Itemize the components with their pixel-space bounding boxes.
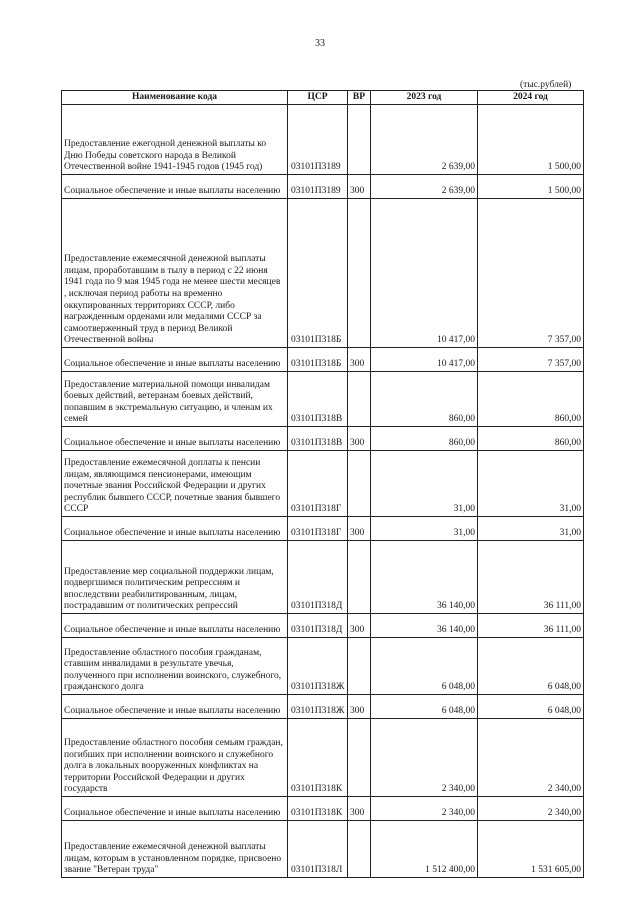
row-name: Предоставление ежегодной денежной выплаты ко Дню Победы советского народа в Великой Отечественной войне 1941-1945 годов (1945 год) [62,105,288,175]
row-csr: 03101П318Б [288,199,348,348]
row-2023: 10 417,00 [371,348,478,372]
row-vr [348,719,371,797]
row-2024: 1 500,00 [478,105,584,175]
row-2023: 36 140,00 [371,614,478,638]
row-name: Предоставление областного пособия семьям граждан, погибших при исполнении воинского и служебного долга в локальных вооруженных конфликтах на территории Российской Федерации и других государств [62,719,288,797]
row-2023: 860,00 [371,372,478,427]
table-row [62,348,584,372]
row-2024: 36 111,00 [478,614,584,638]
header-2024: 2024 год [478,91,584,105]
row-name: Предоставление областного пособия гражданам, ставшим инвалидами в результате увечья, полученного при исполнении воинского, служебного, гражданского долга [62,638,288,695]
row-csr: 03101П318Г [288,517,348,541]
row-csr: 03101П318Д [288,541,348,614]
table-row [62,614,584,638]
header-csr: ЦСР [288,91,348,105]
row-name: Предоставление ежемесячной денежной выплаты лицам, которым в установленном порядке, присвоено звание "Ветеран труда" [62,821,288,878]
table-row [62,451,584,517]
row-vr: 300 [348,175,371,199]
row-2024: 860,00 [478,427,584,451]
row-name: Социальное обеспечение и иные выплаты населению [62,797,288,821]
row-2023: 860,00 [371,427,478,451]
table-row [62,719,584,797]
table-row [62,175,584,199]
table-row [62,797,584,821]
row-csr: 03101П3189 [288,175,348,199]
row-vr: 300 [348,517,371,541]
row-2024: 1 531 605,00 [478,821,584,878]
row-2024: 7 357,00 [478,348,584,372]
row-2023: 2 639,00 [371,175,478,199]
row-vr: 300 [348,348,371,372]
table-row [62,638,584,695]
row-2024: 36 111,00 [478,541,584,614]
row-name: Предоставление мер социальной поддержки лицам, подвергшимся политическим репрессиям и впоследствии реабилитированным, лицам, пострадавшим от политических репрессий [62,541,288,614]
row-csr: 03101П318Г [288,451,348,517]
table-row [62,199,584,348]
row-csr: 03101П318Ж [288,638,348,695]
table-row [62,541,584,614]
row-csr: 03101П318Б [288,348,348,372]
row-csr: 03101П318К [288,719,348,797]
table-header-row [62,91,584,105]
table-row [62,821,584,878]
row-csr: 03101П318В [288,427,348,451]
header-2023: 2023 год [371,91,478,105]
row-2024: 31,00 [478,517,584,541]
row-vr [348,821,371,878]
row-vr: 300 [348,614,371,638]
row-2024: 2 340,00 [478,719,584,797]
row-2023: 36 140,00 [371,541,478,614]
row-vr [348,638,371,695]
row-2024: 1 500,00 [478,175,584,199]
row-vr: 300 [348,695,371,719]
row-name: Предоставление ежемесячной доплаты к пенсии лицам, являющимся пенсионерами, имеющим почетные звания Российской Федерации и других республик бывшего СССР, почетные звания бывшего СССР [62,451,288,517]
table-row [62,427,584,451]
row-name: Социальное обеспечение и иные выплаты населению [62,614,288,638]
row-vr [348,105,371,175]
row-name: Социальное обеспечение и иные выплаты населению [62,348,288,372]
row-csr: 03101П3189 [288,105,348,175]
row-csr: 03101П318В [288,372,348,427]
row-2023: 1 512 400,00 [371,821,478,878]
row-2023: 6 048,00 [371,695,478,719]
row-2023: 10 417,00 [371,199,478,348]
row-2024: 6 048,00 [478,638,584,695]
row-name: Предоставление материальной помощи инвалидам боевых действий, ветеранам боевых действий, попавшим в экстремальную ситуацию, и членам их семей [62,372,288,427]
row-name: Социальное обеспечение и иные выплаты населению [62,695,288,719]
row-2023: 31,00 [371,517,478,541]
row-vr [348,199,371,348]
page-number: 33 [315,38,325,49]
table-row [62,517,584,541]
row-2023: 2 340,00 [371,797,478,821]
row-vr: 300 [348,797,371,821]
row-csr: 03101П318К [288,797,348,821]
row-csr: 03101П318Ж [288,695,348,719]
row-vr [348,372,371,427]
row-csr: 03101П318Д [288,614,348,638]
table-row [62,695,584,719]
table-row [62,372,584,427]
row-name: Социальное обеспечение и иные выплаты населению [62,175,288,199]
row-vr: 300 [348,427,371,451]
row-2024: 31,00 [478,451,584,517]
row-csr: 03101П318Л [288,821,348,878]
row-2024: 860,00 [478,372,584,427]
row-2023: 6 048,00 [371,638,478,695]
header-vr: ВР [348,91,371,105]
row-2023: 2 639,00 [371,105,478,175]
row-vr [348,541,371,614]
row-name: Предоставление ежемесячной денежной выплаты лицам, проработавшим в тылу в период с 22 июня 1941 года по 9 мая 1945 года не менее шести месяцев , исключая период работы на временно оккупированных территориях СССР, либо награжденным орденами или медалями СССР за самоотверженный труд в период Великой Отечественной войны [62,199,288,348]
row-2023: 2 340,00 [371,719,478,797]
row-2024: 2 340,00 [478,797,584,821]
row-2024: 6 048,00 [478,695,584,719]
budget-table [61,90,584,878]
table-row [62,105,584,175]
row-2024: 7 357,00 [478,199,584,348]
row-name: Социальное обеспечение и иные выплаты населению [62,517,288,541]
row-vr [348,451,371,517]
table-body [62,105,584,878]
row-2023: 31,00 [371,451,478,517]
header-name: Наименование кода [62,91,288,105]
units-label: (тыс.рублей) [520,80,572,90]
row-name: Социальное обеспечение и иные выплаты населению [62,427,288,451]
